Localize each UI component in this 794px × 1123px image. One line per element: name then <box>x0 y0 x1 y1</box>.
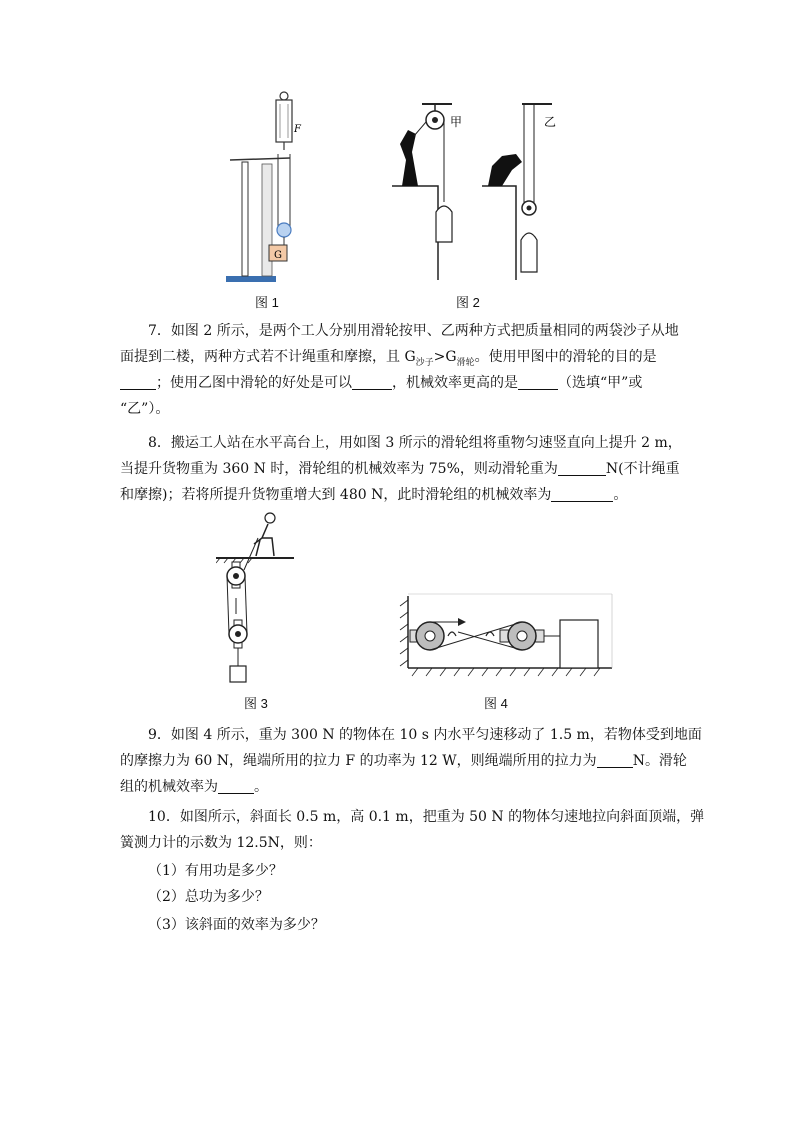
q8-text-2b: N(不计绳重 <box>605 461 680 477</box>
q7-text-1: 7．如图 2 所示，是两个工人分别用滑轮按甲、乙两种方式把质量相同的两袋沙子从地 <box>148 323 679 339</box>
figure-3-diagram <box>216 510 296 690</box>
q10-text-2: 簧测力计的示数为 12.5N，则： <box>120 835 322 851</box>
q10-sub-text-3: （3）该斜面的效率为多少？ <box>148 917 325 933</box>
q9-text-2a: 的摩擦力为 60 N，绳端所用的拉力 F 的功率为 12 W，则绳端所用的拉力为 <box>120 753 597 769</box>
q7-text-3b: ，机械效率更高的是 <box>392 375 518 391</box>
q8-line-1 <box>120 430 680 456</box>
q10-sub-3 <box>120 912 680 938</box>
q7-text-3a: ；使用乙图中滑轮的好处是可以 <box>156 375 352 391</box>
q8-blank-2[interactable] <box>551 485 613 502</box>
q7-blank-2[interactable] <box>352 373 392 390</box>
label-jia: 甲 <box>450 115 463 129</box>
q10-line-2 <box>120 830 680 856</box>
q8-text-3b: 。 <box>613 487 628 503</box>
q8-line-2 <box>120 456 680 482</box>
q9-blank-2[interactable] <box>218 777 254 794</box>
figure-1-diagram <box>218 88 318 290</box>
q7-line-3 <box>120 370 680 396</box>
q7-text-4: “乙”）。 <box>120 401 170 417</box>
q7-text-2b: >G <box>433 349 457 365</box>
q10-sub-1 <box>120 858 680 884</box>
q8-text-2a: 当提升货物重为 360 N 时，滑轮组的机械效率为 75%，则动滑轮重为 <box>120 461 558 477</box>
q9-text-3b: 。 <box>254 779 268 795</box>
label-yi: 乙 <box>544 115 557 129</box>
q9-blank-1[interactable] <box>597 751 633 768</box>
q8-blank-1[interactable] <box>558 459 606 476</box>
force-label-f: F <box>294 124 301 135</box>
q10-sub-text-1: （1）有用功是多少？ <box>148 863 283 879</box>
figure-1-caption: 图 1 <box>255 295 279 310</box>
q7-blank-3[interactable] <box>518 373 558 390</box>
q7-sub-pulley: 滑轮 <box>456 357 475 368</box>
figure-2-caption: 图 2 <box>456 295 480 310</box>
q7-line-4 <box>120 396 680 422</box>
figure-4-caption: 图 4 <box>484 696 508 711</box>
weight-label-g: G <box>274 250 282 261</box>
q7-line-1 <box>120 318 680 344</box>
q8-line-3 <box>120 482 680 508</box>
q8-text-1: 8．搬运工人站在水平高台上，用如图 3 所示的滑轮组将重物匀速竖直向上提升 2 m， <box>148 435 682 451</box>
q9-text-1: 9．如图 4 所示，重为 300 N 的物体在 10 s 内水平匀速移动了 1.5 m，若物体受到地面 <box>148 727 702 743</box>
q9-line-2 <box>120 748 687 774</box>
q7-text-2c: 。使用甲图中的滑轮的目的是 <box>474 349 657 365</box>
q7-text-2a: 面提到二楼，两种方式若不计绳重和摩擦，且 G <box>120 349 416 365</box>
figure-4-diagram <box>398 592 614 682</box>
q9-line-3 <box>120 774 680 800</box>
q10-sub-2 <box>120 884 680 910</box>
q10-sub-text-2: （2）总功为多少？ <box>148 889 269 905</box>
q9-line-1 <box>120 722 702 748</box>
q7-blank-1[interactable] <box>120 373 156 390</box>
figure-3-caption: 图 3 <box>244 696 268 711</box>
q10-line-1 <box>120 804 705 830</box>
q8-text-3a: 和摩擦)；若将所提升货物重增大到 480 N，此时滑轮组的机械效率为 <box>120 487 552 503</box>
q7-text-3c: （选填“甲”或 <box>558 375 643 391</box>
q9-text-3a: 组的机械效率为 <box>120 779 218 795</box>
q10-text-1: 10．如图所示，斜面长 0.5 m，高 0.1 m，把重为 50 N 的物体匀速地拉向斜面顶端，弹 <box>148 809 705 825</box>
q7-sub-sand: 沙子 <box>415 357 434 368</box>
q9-text-2b: N。滑轮 <box>632 753 687 769</box>
figure-2-diagram <box>392 100 576 280</box>
